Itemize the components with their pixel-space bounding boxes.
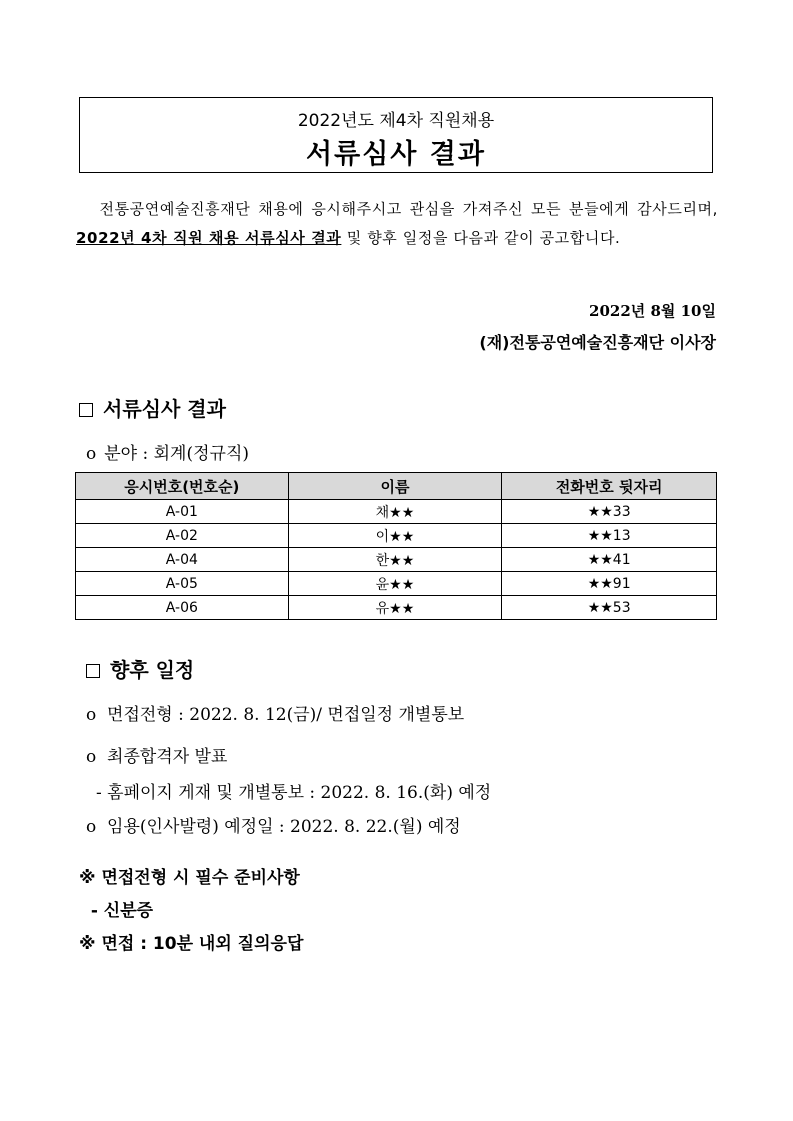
phone-suffix: ★★33 <box>502 500 717 524</box>
title-box <box>79 97 713 173</box>
column-header: 이름 <box>288 473 502 500</box>
intro-highlight: 2022년 4차 직원 채용 서류심사 결과 <box>76 229 342 247</box>
note-interview-duration: ※ 면접 : 10분 내외 질의응답 <box>79 934 304 954</box>
schedule-item-appointment: o 임용(인사발령) 예정일 : 2022. 8. 22.(월) 예정 <box>86 817 461 837</box>
announcement-date: 2022년 8월 10일 <box>589 302 716 320</box>
table-row <box>76 572 717 596</box>
applicant-number: A-04 <box>76 548 289 572</box>
schedule-heading <box>86 654 194 683</box>
column-header: 전화번호 뒷자리 <box>502 473 717 500</box>
intro-text-after: 및 향후 일정을 다음과 같이 공고합니다. <box>341 229 621 247</box>
applicant-number: A-06 <box>76 596 289 620</box>
intro-paragraph <box>76 195 718 253</box>
applicant-name: 채★★ <box>288 500 502 524</box>
applicant-name: 윤★★ <box>288 572 502 596</box>
document-title: 서류심사 결과 <box>306 139 486 170</box>
column-header: 응시번호(번호순) <box>76 473 289 500</box>
applicant-name: 한★★ <box>288 548 502 572</box>
schedule-item-notification: - 홈페이지 게재 및 개별통보 : 2022. 8. 16.(화) 예정 <box>96 783 492 803</box>
schedule-item-final-announcement: o 최종합격자 발표 <box>86 747 228 767</box>
issuing-organization: (재)전통공연예술진흥재단 이사장 <box>479 333 716 352</box>
applicant-name: 이★★ <box>288 524 502 548</box>
field-text: 분야 : 회계(정규직) <box>104 444 250 464</box>
table-row <box>76 548 717 572</box>
table-row <box>76 500 717 524</box>
intro-text-before: 전통공연예술진흥재단 채용에 응시해주시고 관심을 가져주신 모든 분들에게 감사드리며, <box>99 200 719 218</box>
field-line <box>86 439 249 464</box>
phone-suffix: ★★53 <box>502 596 717 620</box>
table-header-row <box>76 473 717 500</box>
results-heading <box>79 393 226 422</box>
applicant-number: A-01 <box>76 500 289 524</box>
phone-suffix: ★★41 <box>502 548 717 572</box>
note-required-items: ※ 면접전형 시 필수 준비사항 <box>79 868 300 888</box>
square-bullet-icon <box>79 403 93 417</box>
phone-suffix: ★★13 <box>502 524 717 548</box>
note-id-card: - 신분증 <box>79 901 154 921</box>
results-heading-text: 서류심사 결과 <box>103 397 226 421</box>
table-row <box>76 596 717 620</box>
phone-suffix: ★★91 <box>502 572 717 596</box>
results-table <box>75 472 717 620</box>
table-row <box>76 524 717 548</box>
applicant-number: A-05 <box>76 572 289 596</box>
applicant-number: A-02 <box>76 524 289 548</box>
square-bullet-icon <box>86 664 100 678</box>
applicant-name: 유★★ <box>288 596 502 620</box>
document-subtitle: 2022년도 제4차 직원채용 <box>297 111 495 131</box>
field-bullet: o <box>86 444 97 464</box>
schedule-heading-text: 향후 일정 <box>110 658 195 682</box>
schedule-item-interview: o 면접전형 : 2022. 8. 12(금)/ 면접일정 개별통보 <box>86 705 465 725</box>
